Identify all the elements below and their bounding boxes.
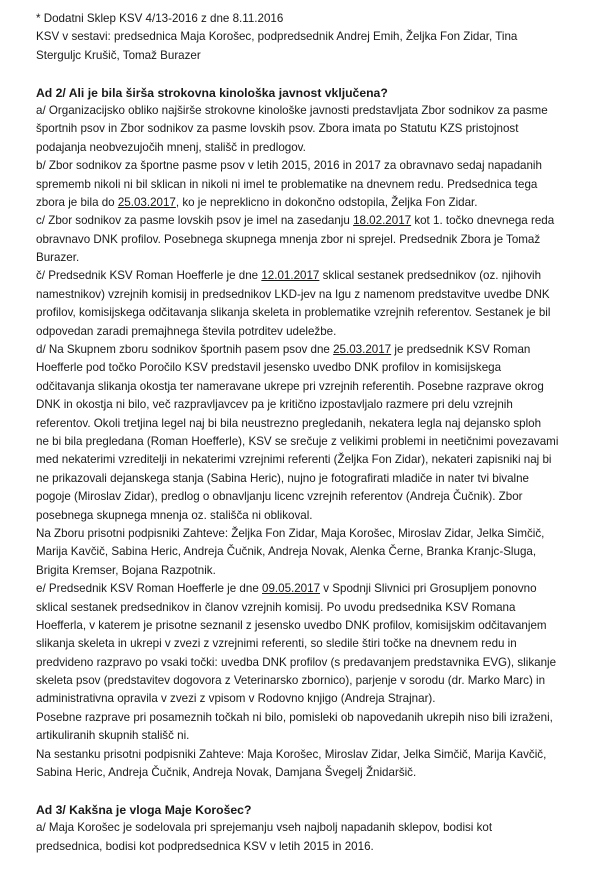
date-underlined: 18.02.2017: [353, 214, 412, 228]
para-d-line: DNK in okostja ni bilo, več razpravljavcev pa je kritično izpostavljalo razmere pri delu vzrejnih: [36, 398, 513, 412]
para-d-line: pogoje (Miroslav Zidar), predlog o obnavljanju licenc vzrejnih referentov (Andreja Čučnik). Zbor: [36, 490, 523, 504]
text-segment: c/ Zbor sodnikov za pasme lovskih psov je imel na zasedanju: [36, 214, 354, 228]
para-d-line: odčitavanja slikanja okostja ter nameravane ukrepe pri vzrejnih referentih. Posebne razprave okrog: [36, 379, 544, 393]
top-line-1: * Dodatni Sklep KSV 4/13-2016 z dne 8.11.2016: [36, 12, 284, 25]
date-underlined: 09.05.2017: [262, 582, 321, 596]
para-c-line-1: [36, 212, 576, 230]
para-cc-line-1: [36, 267, 576, 285]
para-d-line-1: [36, 341, 576, 359]
top-line-3: Stergulјc Krušič, Tomaž Burazer: [36, 48, 201, 62]
para-e-line: skeleta psov (predstavitev dogovora z Veterinarsko zbornico), parjenje v sorodu (dr. Marko Marc) in: [36, 674, 546, 688]
para-b-line-2: sprememb nikoli ni bil sklican in nikoli ni imel te problematike na dnevnem redu. Predsednica tega: [36, 177, 538, 191]
text-segment: v Spodnji Slivnici pri Grosupljem ponovno: [320, 582, 537, 596]
top-line-2: KSV v sestavi: predsednica Maja Korošec, podpredsednik Andrej Emih, Željka Fon Zidar, Tina: [36, 30, 518, 44]
document-page: [36, 10, 576, 856]
para-d-line: Marija Kavčič, Sabina Heric, Andreja Čučnik, Andreja Novak, Alenka Černe, Branka Kranjc-Sluga,: [36, 545, 537, 559]
spacer: [36, 65, 576, 83]
para-e-line: Sabina Heric, Andreja Čučnik, Andreja Novak, Damjana Švegelj Žnidaršič.: [36, 766, 417, 780]
para-d-line: posebnega skupnega mnenja oz. stališča ni oblikoval.: [36, 508, 313, 522]
text-segment: č/ Predsednik KSV Roman Hoefferle je dne: [36, 269, 262, 283]
text-segment: e/ Predsednik KSV Roman Hoefferle je dne: [36, 582, 262, 596]
text-segment: zbora je bila do: [36, 195, 118, 209]
para-a-line-1: a/ Organizacijsko obliko najširše strokovne kinološke javnosti predstavljata Zbor sodnikov za pasme: [36, 103, 548, 117]
para-a-line-2: športnih psov in Zbor sodnikov za pasme lovskih psov. Zbora imata po Statutu KZS pristojnost: [36, 122, 519, 136]
para-e-line: artikuliranih skupnih stališč ni.: [36, 729, 190, 743]
para-d-line: Hoefferle pod točko Poročilo KSV predstavil jesensko uvedbo DNK profilov in komisijskega: [36, 361, 502, 375]
ad2-heading: Ad 2/ Ali je bila širša strokovna kinološka javnost vključena?: [36, 85, 388, 100]
para-b-line-3: [36, 194, 576, 212]
ad3-a-line-2: predsednica, bodisi kot podpredsednica KSV v letih 2015 in 2016.: [36, 839, 374, 853]
date-underlined: 12.01.2017: [261, 269, 320, 283]
para-e-line-1: [36, 580, 576, 598]
para-d-line: Brigita Kremser, Bojana Razpotnik.: [36, 563, 216, 577]
ad3-a-line-1: a/ Maja Korošec je sodelovala pri sprejemanju vseh najbolj napadanih sklepov, bodisi kot: [36, 821, 493, 835]
spacer: [36, 782, 576, 800]
para-c-line-2: obravnavo DNK profilov. Posebnega skupnega mnenja zbor ni sprejel. Predsednik Zbora je Tomaž: [36, 232, 541, 246]
para-cc-line: namestnikov) vzrejnih komisij in predsednikov LKD-jev na Igu z namenom predstavitve uvedbe DNK: [36, 287, 550, 301]
para-e-line: Hoefferla, v katerem je prisotne seznanil z jesensko uvedbo DNK profilov, komisijskim odčitavanjem: [36, 618, 547, 632]
text-segment: d/ Na Skupnem zboru sodnikov športnih pasem psov dne: [36, 343, 334, 357]
para-e-line: Na sestanku prisotni podpisniki Zahteve: Maja Korošec, Miroslav Zidar, Jelka Simčič, Marija Kavčič,: [36, 747, 547, 761]
text-segment: sklical sestanek predsednikov (oz. njihovih: [319, 269, 542, 283]
para-cc-line: odpovedan zaradi premajhnega števila potrditev udeležbe.: [36, 324, 337, 338]
para-cc-line: profilov, komisijskega odčitavanja slikanja skeleta in problematike vzrejnih referentov. Sestanek je bil: [36, 306, 551, 320]
para-d-line: Na Zboru prisotni podpisniki Zahteve: Željka Fon Zidar, Maja Korošec, Miroslav Zidar, Jelka Simčič,: [36, 526, 545, 540]
para-d-line: ne prikazovali dejanskega stanja (Sabina Heric), nujno je fotografirati mladiče in nater tvi bivalne: [36, 471, 530, 485]
para-d-line: med nekaterimi vzreditelji in nekaterimi vzrejnimi referenti (Željka Fon Zidar), nekateri zapisniki naj bi: [36, 453, 552, 467]
date-underlined: 25.03.2017: [117, 195, 176, 209]
para-e-line: sklical sestanek predsednikov in članov vzrejnih komisij. Po uvodu predsednika KSV Romana: [36, 600, 516, 614]
text-segment: kot 1. točko dnevnega reda: [411, 214, 555, 228]
para-b-line-1: b/ Zbor sodnikov za športne pasme psov v letih 2015, 2016 in 2017 za obravnavo sedaj napadanih: [36, 159, 542, 173]
para-a-line-3: podajanja neobvezujočih mnenj, stališč in predlogov.: [36, 140, 306, 154]
text-segment: je predsednik KSV Roman: [391, 343, 531, 357]
ad3-heading: Ad 3/ Kakšna je vloga Maje Korošec?: [36, 802, 252, 817]
text-segment: , ko je nepreklicno in dokončno odstopila, Željka Fon Zidar.: [175, 195, 478, 209]
para-e-line: predvideno razpravo po vsaki točki: uvedba DNK profilov (s predavanjem predstavnika EVG), slikanje: [36, 655, 557, 669]
para-d-line: ne bi bila pregledana (Roman Hoefferle), KSV se srečuje z velikimi problemi in neetičnimi povezavami: [36, 434, 559, 448]
para-e-line: slikanja skeleta in ukrepi v zvezi z vzrejnimi referenti, so sledile štiri točke na dnevnem redu in: [36, 637, 517, 651]
para-d-line: referentov. Okoli tretjina legel naj bi bila neustrezno pregledanih, nekatera legla naj dejansko sploh: [36, 416, 542, 430]
para-e-line: Posebne razprave pri posameznih točkah ni bilo, pomisleki ob napovedanih ukrepih niso bili izraženi,: [36, 710, 553, 724]
para-c-line-3: Burazer.: [36, 251, 80, 265]
para-e-line: administrativna opravila v zvezi z vpisom v Rodovno knjigo (Andreja Strajnar).: [36, 692, 436, 706]
date-underlined: 25.03.2017: [333, 343, 392, 357]
